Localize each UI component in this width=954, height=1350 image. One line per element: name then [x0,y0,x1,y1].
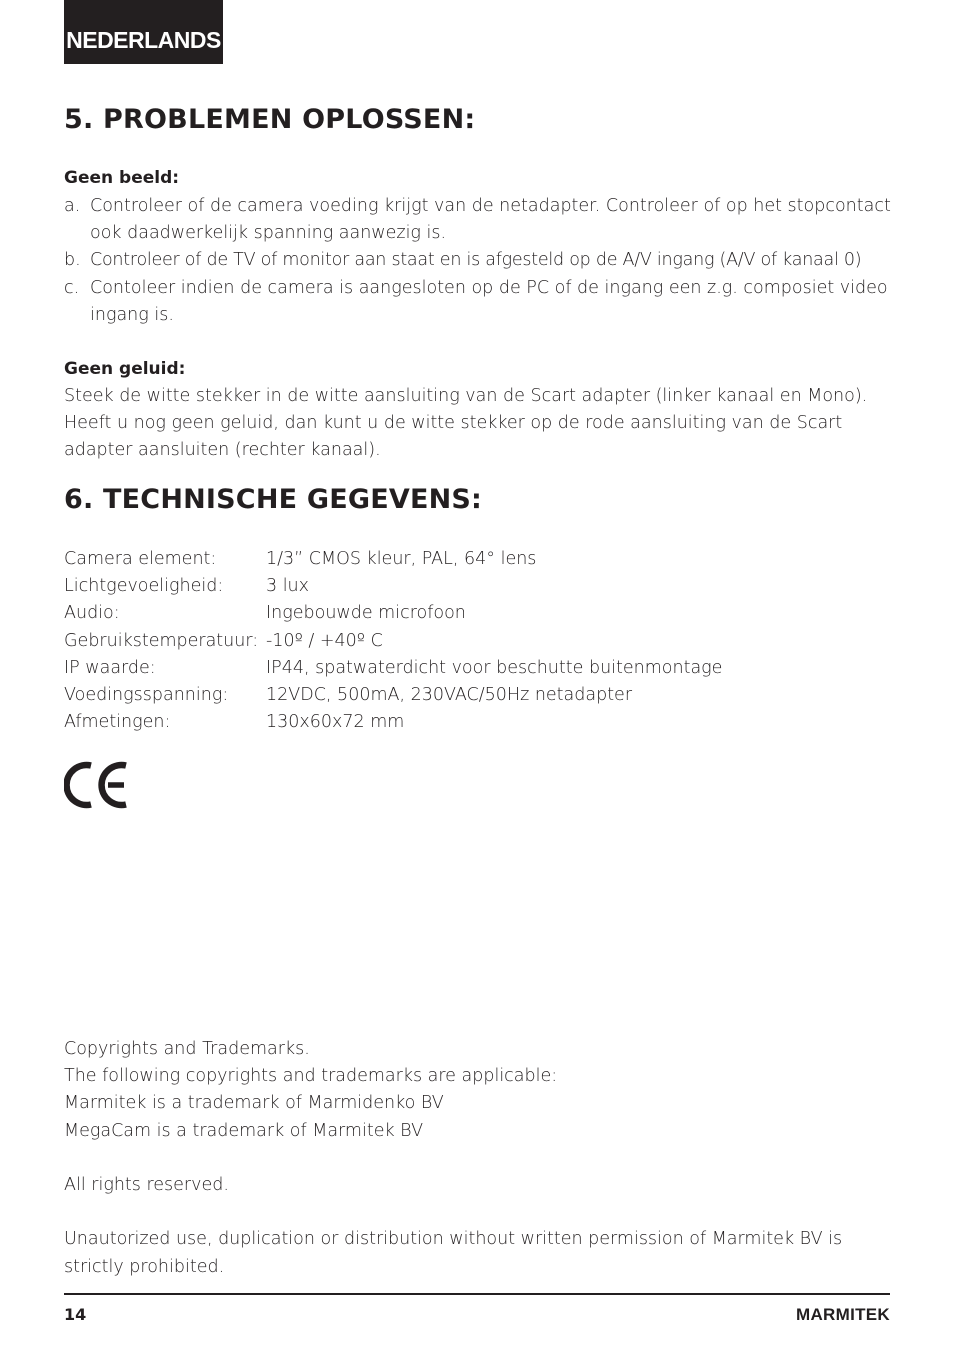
no-sound-text: Steek de witte stekker in de witte aansluiting van de Scart adapter (linker kanaal en Mono). Heeft u nog geen geluid, dan kunt u de witte stekker op de rode aansluiting van de Scart adapter aansluiten (rechter kanaal). [64,386,868,461]
no-image-list [64,193,894,329]
language-tab: NEDERLANDS [64,0,223,64]
section-5-title: 5. PROBLEMEN OPLOSSEN: [64,104,476,135]
list-item [64,247,894,274]
usage-notice: Unautorized use, duplication or distribution without written permission of Marmitek BV is strictly prohibited. [64,1229,843,1277]
trademark-line: MegaCam is a trademark of Marmitek BV [64,1120,424,1141]
spec-label: Voedingsspanning: [64,685,229,706]
page-number: 14 [64,1305,87,1324]
spec-label: Gebruikstemperatuur: [64,630,259,651]
spacer [64,1145,894,1172]
spec-label: Lichtgevoeligheid: [64,576,224,597]
brand-name: MARMITEK [796,1305,890,1324]
spacer [64,1199,894,1226]
no-image-heading: Geen beeld: [64,168,180,188]
list-text: Controleer of de TV of monitor aan staat en is afgesteld op de A/V ingang (A/V of kanaal 0) [90,250,862,271]
spec-row [64,546,894,573]
spec-row [64,709,894,736]
list-marker: b. [64,250,81,271]
spec-value: 1/3” CMOS kleur, PAL, 64° lens [266,549,537,569]
list-marker: c. [64,277,80,298]
footer-divider [64,1293,890,1295]
spec-value: IP44, spatwaterdicht voor beschutte buitenmontage [266,657,723,678]
ce-mark-icon [64,760,130,810]
list-text: Controleer of de camera voeding krijgt van de netadapter. Controleer of op het stopcontact ook daadwerkelijk spanning aanwezig is. [90,196,891,244]
spec-row [64,655,894,682]
copyright-title: Copyrights and Trademarks. [64,1039,310,1059]
no-sound-heading: Geen geluid: [64,359,186,379]
spec-value: 3 lux [266,576,310,597]
spec-label: IP waarde: [64,657,156,678]
copyright-block [64,1036,894,1281]
list-item [64,193,894,247]
list-item [64,275,894,329]
list-text: Contoleer indien de camera is aangesloten op de PC of de ingang een z.g. composiet video ingang is. [90,277,888,325]
spec-label: Afmetingen: [64,712,171,733]
spec-table [64,546,894,736]
trademark-line: Marmitek is a trademark of Marmidenko BV [64,1093,444,1114]
spec-value: 130x60x72 mm [266,712,405,733]
list-marker: a. [64,196,81,216]
copyright-intro: The following copyrights and trademarks are applicable: [64,1066,558,1087]
spec-label: Audio: [64,603,120,624]
spec-value: Ingebouwde microfoon [266,603,466,624]
spec-value: 12VDC, 500mA, 230VAC/50Hz netadapter [266,685,633,706]
spec-row [64,628,894,655]
section-6-title: 6. TECHNISCHE GEGEVENS: [64,484,483,515]
spec-row [64,573,894,600]
spec-label: Camera element: [64,549,217,569]
rights-reserved: All rights reserved. [64,1175,229,1195]
spec-row [64,600,894,627]
spec-value: -10º / +40º C [266,630,383,651]
spec-row [64,682,894,709]
